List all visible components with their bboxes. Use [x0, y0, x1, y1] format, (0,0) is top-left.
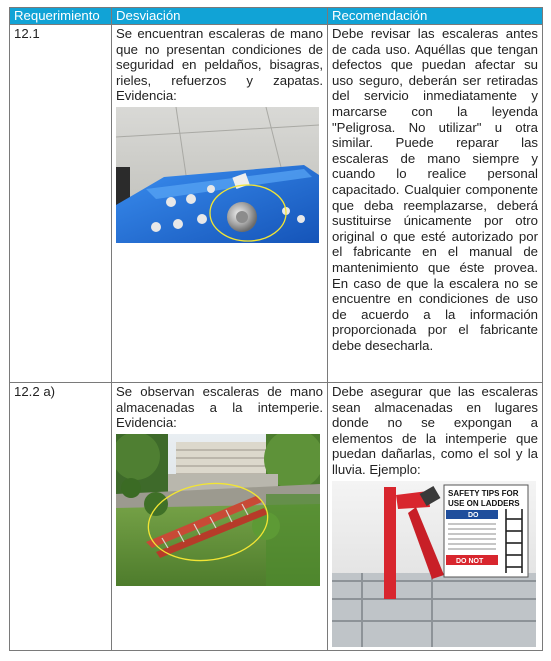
- deviation-text: Se observan escaleras de mano almacenadas a la intemperie. Evidencia:: [116, 384, 323, 431]
- deviation-text: Se encuentran escaleras de mano que no presentan condiciones de seguridad en peldaños, bisagras, rieles, refuerzos y zapatas. Evidencia:: [116, 26, 323, 104]
- recommendation-cell: [328, 25, 543, 383]
- header-deviation: Desviación: [112, 8, 328, 25]
- recommendation-text: Debe asegurar que las escaleras sean almacenadas en lugares donde no se expongan a elementos de la intemperie que puedan dañarlas, como el sol y la lluvia. Ejemplo:: [332, 384, 538, 477]
- sign-title-line2: USE ON LADDERS: [448, 498, 520, 508]
- sign-do-not-label: DO NOT: [456, 557, 484, 565]
- report-table: [9, 7, 543, 651]
- deviation-cell: [112, 383, 328, 651]
- evidence-photo-ladder-hinge: [116, 107, 319, 243]
- table-row: [10, 25, 543, 383]
- requirement-cell: [10, 383, 112, 651]
- requirement-cell: [10, 25, 112, 383]
- sign-title-line1: SAFETY TIPS FOR: [448, 488, 519, 498]
- header-requirement: Requerimiento: [10, 8, 112, 25]
- recommendation-cell: [328, 383, 543, 651]
- recommendation-text: Debe revisar las escaleras antes de cada uso. Aquéllas que tengan defectos que puedan afectar su uso seguro, deberán ser retiradas del servicio inmediatamente y marcarse con la leyenda "Peligrosa. No utilizar" u otra similar. Puede reparar las escaleras de mano siempre y cuando lo realice personal capacitado. Cualquier componente que deba reemplazarse, deberá sustituirse únicamente por otro original o que esté autorizado por el fabricante en el manual de mantenimiento que éste provea. En caso de que la escalera no se encuentre en condiciones de uso de acuerdo a la información proporcionada por el fabricante debe desecharla.: [332, 26, 538, 353]
- requirement-id: 12.2 a): [14, 384, 56, 399]
- header-recommendation: Recomendación: [328, 8, 543, 25]
- requirement-id: 12.1: [14, 26, 40, 41]
- deviation-cell: [112, 25, 328, 383]
- evidence-photo-ladder-outdoors: [116, 434, 320, 586]
- example-photo-ladder-sign: [332, 481, 536, 647]
- header-row: [10, 8, 543, 25]
- sign-do-label: DO: [468, 511, 479, 519]
- table-row: [10, 383, 543, 651]
